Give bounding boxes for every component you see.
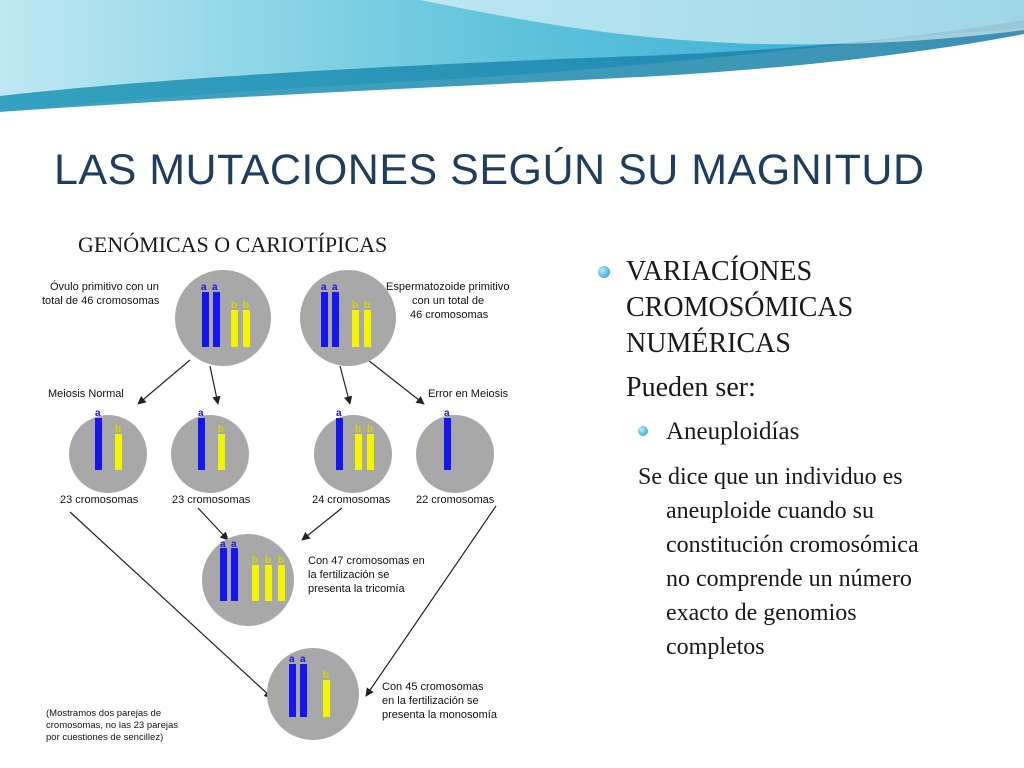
bullet-dot-icon bbox=[598, 266, 610, 278]
trisomy-label-line: la fertilización se bbox=[308, 569, 390, 581]
monosomy-label-line: en la fertilización se bbox=[382, 695, 479, 707]
trisomy-label-line: presenta la tricomía bbox=[308, 583, 405, 595]
allele-label: a bbox=[336, 408, 342, 419]
cell-ovulo bbox=[175, 270, 271, 366]
allele-label: a bbox=[231, 539, 237, 550]
gamete-count-label: 22 cromosomas bbox=[416, 494, 495, 506]
allele-label: b bbox=[323, 670, 330, 681]
bullet-dot-icon bbox=[638, 426, 648, 436]
sub-bullet-text: Aneuploidías bbox=[666, 418, 800, 445]
slide-subtitle: GENÓMICAS O CARIOTÍPICAS bbox=[78, 232, 388, 257]
allele-label: a bbox=[300, 654, 306, 665]
allele-label: a bbox=[321, 282, 327, 293]
meiosis-normal-label: Meiosis Normal bbox=[48, 388, 124, 400]
allele-label: b bbox=[355, 424, 362, 435]
allele-label: a bbox=[220, 539, 226, 550]
heading-line: VARIACÍONES bbox=[626, 256, 813, 287]
esperma-label-line: 46 cromosomas bbox=[410, 309, 489, 321]
content-panel bbox=[598, 254, 1008, 664]
allele-label: b bbox=[218, 424, 225, 435]
monosomy-label-line: Con 45 cromosomas bbox=[382, 681, 484, 693]
paragraph-line: aneuploide cuando su bbox=[666, 498, 874, 524]
meiosis-diagram bbox=[38, 262, 530, 752]
footnote-line: por cuestiones de sencillez) bbox=[46, 732, 164, 743]
allele-label: a bbox=[198, 408, 204, 419]
allele-label: b bbox=[367, 424, 374, 435]
allele-label: b bbox=[243, 300, 250, 311]
cell-esperma bbox=[300, 270, 396, 366]
paragraph-line: exacto de genomios bbox=[666, 600, 857, 626]
allele-label: a bbox=[289, 654, 295, 665]
monosomy-cell bbox=[267, 648, 359, 740]
allele-label: b bbox=[231, 300, 238, 311]
gamete-count-label: 23 cromosomas bbox=[60, 494, 139, 506]
paragraph-line: constitución cromosómica bbox=[666, 532, 919, 558]
allele-label: a bbox=[212, 282, 218, 293]
intro-text: Pueden ser: bbox=[626, 372, 756, 403]
ovulo-label-line: Óvulo primitivo con un bbox=[50, 281, 159, 293]
paragraph-line: Se dice que un individuo es bbox=[638, 464, 903, 490]
slide-title: LAS MUTACIONES SEGÚN SU MAGNITUD bbox=[54, 146, 925, 194]
heading-line: NUMÉRICAS bbox=[626, 328, 791, 359]
definition-paragraph bbox=[598, 460, 1008, 664]
esperma-label-line: Espermatozoide primitivo bbox=[386, 281, 510, 293]
esperma-label-line: con un total de bbox=[412, 295, 485, 307]
monosomy-label-line: presenta la monosomía bbox=[382, 709, 497, 721]
gamete-count-label: 24 cromosomas bbox=[312, 494, 391, 506]
trisomy-label-line: Con 47 cromosomas en bbox=[308, 555, 425, 567]
allele-label: b bbox=[115, 424, 122, 435]
heading-line: CROMOSÓMICAS bbox=[626, 292, 854, 323]
error-meiosis-label: Error en Meiosis bbox=[428, 388, 509, 400]
allele-label: b bbox=[352, 300, 359, 311]
allele-label: b bbox=[364, 300, 371, 311]
footnote-line: (Mostramos dos parejas de bbox=[46, 708, 162, 719]
ovulo-label-line: total de 46 cromosomas bbox=[42, 295, 160, 307]
paragraph-line: no comprende un número bbox=[666, 566, 912, 592]
bullet-variaciones bbox=[598, 254, 1008, 362]
allele-label: a bbox=[95, 408, 101, 419]
allele-label: a bbox=[332, 282, 338, 293]
gamete-count-label: 23 cromosomas bbox=[172, 494, 251, 506]
paragraph-line: completos bbox=[666, 634, 765, 660]
allele-label: a bbox=[444, 408, 450, 419]
footnote-line: cromosomas, no las 23 parejas bbox=[46, 720, 179, 731]
allele-label: b bbox=[252, 555, 259, 566]
trisomy-cell bbox=[202, 534, 294, 626]
bullet-aneuploidias bbox=[598, 416, 1008, 448]
header-wave-banner bbox=[0, 0, 1024, 130]
allele-label: a bbox=[201, 282, 207, 293]
allele-label: b bbox=[265, 555, 272, 566]
allele-label: b bbox=[278, 555, 285, 566]
